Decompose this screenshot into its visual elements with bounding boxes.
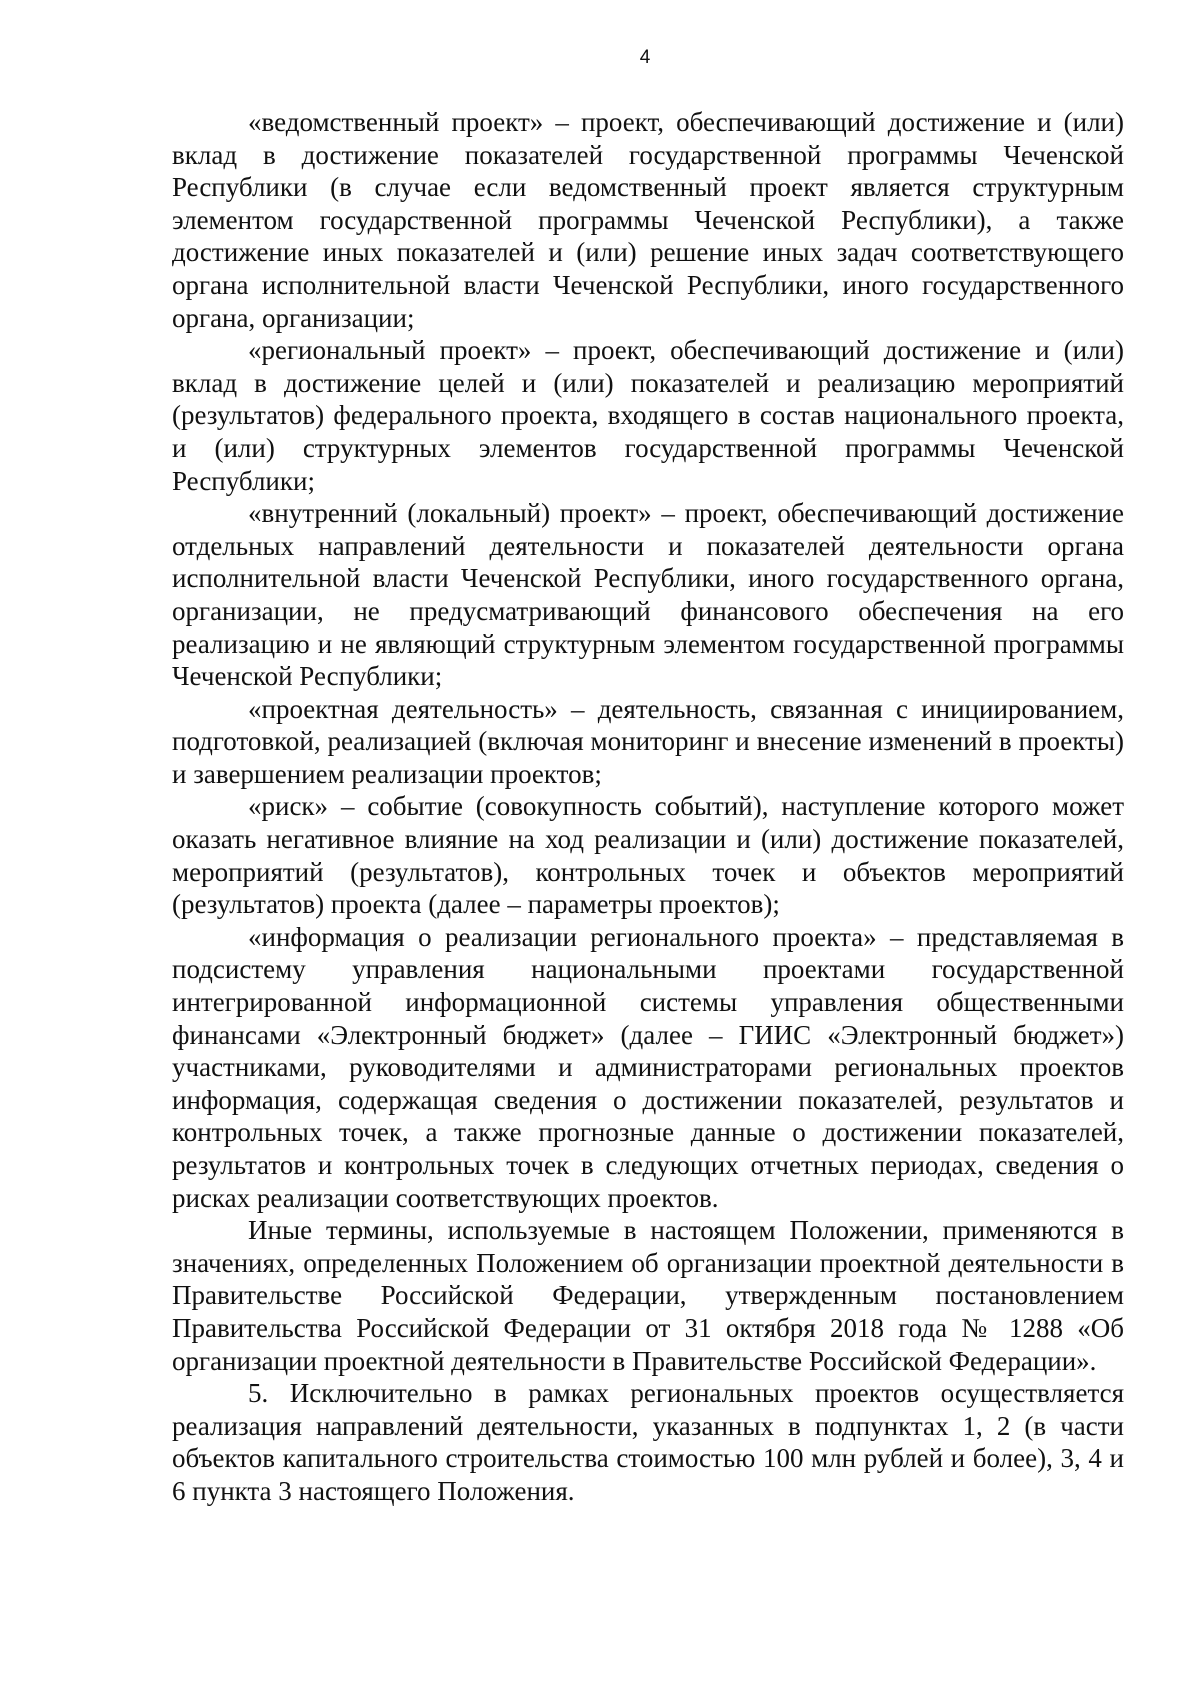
other-terms-paragraph: Иные термины, используемые в настоящем Положении, применяются в значениях, определенных Положением об организации проектной деятельности в Правительстве Российской Федерации, утвержденным постановлением Правительства Российской Федерации от 31 октября 2018 года № 1288 «Об организации проектной деятельности в Правительстве Российской Федерации». [172, 1215, 1124, 1376]
definition-project-activity: «проектная деятельность» – деятельность, связанная с инициированием, подготовкой, реализацией (включая мониторинг и внесение изменений в проекты) и завершением реализации проектов; [172, 693, 1124, 789]
document-body [172, 106, 1124, 1508]
page-number: 4 [639, 47, 651, 68]
clause-5-paragraph: 5. Исключительно в рамках региональных проектов осуществляется реализация направлений деятельности, указанных в подпунктах 1, 2 (в части объектов капитального строительства стоимостью 100 млн рублей и более), 3, 4 и 6 пункта 3 настоящего Положения. [172, 1378, 1124, 1506]
definition-regional-project-information: «информация о реализации регионального проекта» – представляемая в подсистему управления национальными проектами государственной интегрированной информационной системы управления общественными финансами «Электронный бюджет» (далее – ГИИС «Электронный бюджет») участниками, руководителями и администраторами региональных проектов информация, содержащая сведения о достижении показателей, результатов и контрольных точек, а также прогнозные данные о достижении показателей, результатов и контрольных точек в следующих отчетных периодах, сведения о рисках реализации соответствующих проектов. [172, 921, 1124, 1213]
definition-internal-project: «внутренний (локальный) проект» – проект, обеспечивающий достижение отдельных направлений деятельности и показателей деятельности органа исполнительной власти Чеченской Республики, иного государственного органа, организации, не предусматривающий финансового обеспечения на его реализацию и не являющий структурным элементом государственной программы Чеченской Республики; [172, 498, 1124, 692]
definition-risk: «риск» – событие (совокупность событий), наступление которого может оказать негативное влияние на ход реализации и (или) достижение показателей, мероприятий (результатов), контрольных точек и объектов мероприятий (результатов) проекта (далее – параметры проектов); [172, 791, 1124, 920]
definition-departmental-project: «ведомственный проект» – проект, обеспечивающий достижение и (или) вклад в достижение показателей государственной программы Чеченской Республики (в случае если ведомственный проект является структурным элементом государственной программы Чеченской Республики), а также достижение иных показателей и (или) решение иных задач соответствующего органа исполнительной власти Чеченской Республики, иного государственного органа, организации; [172, 107, 1124, 333]
definition-regional-project: «региональный проект» – проект, обеспечивающий достижение и (или) вклад в достижение целей и (или) показателей и реализацию мероприятий (результатов) федерального проекта, входящего в состав национального проекта, и (или) структурных элементов государственной программы Чеченской Республики; [172, 335, 1124, 496]
